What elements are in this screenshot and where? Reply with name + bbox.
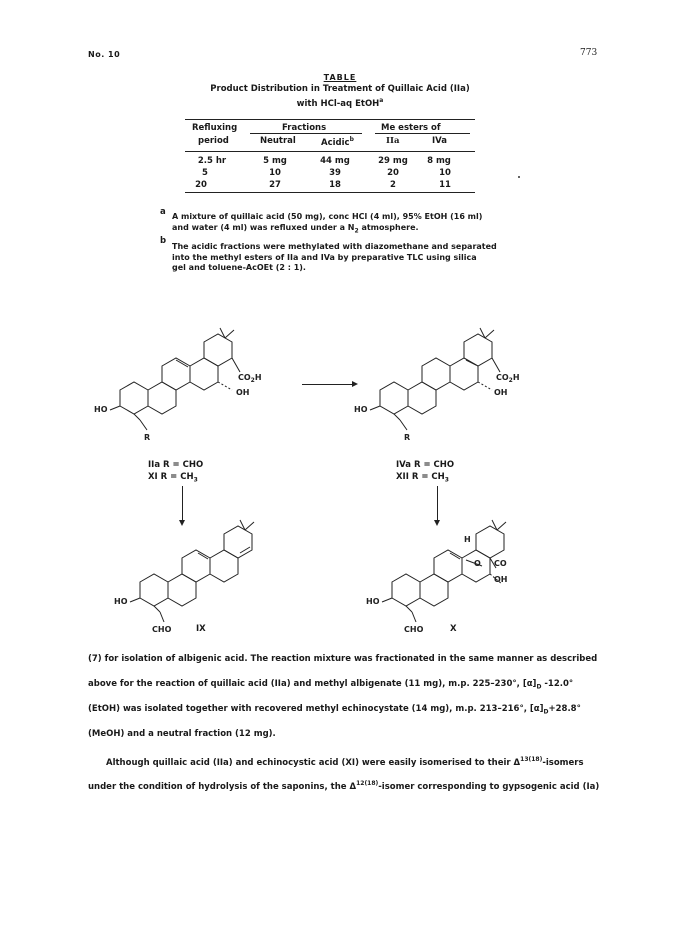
h-label: H bbox=[464, 535, 471, 544]
o-label: O bbox=[474, 559, 481, 568]
footnote-b-mark: b bbox=[160, 236, 167, 246]
col-header-refluxing: Refluxing bbox=[192, 123, 238, 133]
table-title: TABLE bbox=[323, 73, 357, 82]
compound-label-X: X bbox=[450, 624, 457, 634]
body-line-4: (MeOH) and a neutral fraction (12 mg). bbox=[88, 729, 276, 739]
col-header-me-esters: Me esters of bbox=[381, 123, 441, 133]
oh-label: OH bbox=[236, 388, 250, 397]
label-IIa: IIa R = CHO bbox=[148, 460, 204, 470]
body-line-2: above for the reaction of quillaic acid (IIa) and methyl albigenate (11 mg), m.p. 225–230°, $[\alpha]_D$ -12.0° bbox=[88, 679, 574, 691]
co2h-label: $CO_2H$ bbox=[238, 373, 262, 384]
cho-label: CHO bbox=[152, 625, 172, 634]
body-line-3: (EtOH) was isolated together with recovered methyl echinocystate (14 mg), m.p. 213–216°, $[\alpha]_D+28.8^\circ$ bbox=[88, 704, 581, 716]
label-XI: XI $R = CH_3$ bbox=[148, 472, 198, 484]
triterpene-skeleton-X bbox=[382, 520, 506, 622]
r-label: R bbox=[144, 433, 151, 442]
co-label: CO bbox=[494, 559, 507, 568]
label-XII: XII $R = CH_3$ bbox=[396, 472, 449, 484]
body-line-6: under the condition of hydrolysis of the saponins, the $\Delta^{12(18)}$-isomer corresponding to gypsogenic acid (Ia) bbox=[88, 780, 600, 792]
co2h-label: $CO_2H$ bbox=[496, 373, 520, 384]
oh-label: OH bbox=[494, 575, 508, 584]
page-number: 773 bbox=[580, 48, 598, 58]
label-IVa: IVa R = CHO bbox=[396, 460, 455, 470]
ho-label: HO bbox=[94, 405, 108, 414]
table-caption-line1: Product Distribution in Treatment of Quillaic Acid (IIa) bbox=[210, 84, 470, 94]
ho-label: HO bbox=[114, 597, 128, 606]
col-header-IIa: IIa bbox=[386, 136, 400, 146]
r-label: R bbox=[404, 433, 411, 442]
col-header-acidic: Acidic$^b$ bbox=[321, 136, 354, 148]
cho-label: CHO bbox=[404, 625, 424, 634]
ho-label: HO bbox=[354, 405, 368, 414]
journal-issue: No. 10 bbox=[88, 50, 121, 59]
body-line-5: Although quillaic acid (IIa) and echinocystic acid (XI) were easily isomerised to their $\Delta^{13(18)}$-isomers bbox=[106, 756, 584, 768]
body-line-1: (7) for isolation of albigenic acid. The reaction mixture was fractionated in the same manner as described bbox=[88, 654, 598, 664]
table-caption-line2: with HCl-aq EtOH$^a$ bbox=[296, 97, 384, 109]
footnote-a-mark: a bbox=[160, 207, 166, 217]
compound-label-IX: IX bbox=[196, 624, 206, 634]
col-header-period: period bbox=[198, 136, 229, 146]
col-header-neutral: Neutral bbox=[260, 136, 296, 146]
oh-label: OH bbox=[494, 388, 508, 397]
footnote-a: A mixture of quillaic acid (50 mg), conc HCl (4 ml), 95% EtOH (16 ml) and water (4 ml) was refluxed under a $N_2$ atmosphere. bbox=[172, 212, 483, 235]
footnote-b: The acidic fractions were methylated with diazomethane and separated into the methyl esters of IIa and IVa by preparative TLC using silica gel and toluene-AcOEt (2 : 1). bbox=[172, 242, 497, 272]
caption-footnote-mark: a bbox=[379, 97, 384, 104]
col-header-IVa: IVa bbox=[432, 136, 448, 146]
ho-label: HO bbox=[366, 597, 380, 606]
col-header-fractions: Fractions bbox=[282, 123, 327, 133]
